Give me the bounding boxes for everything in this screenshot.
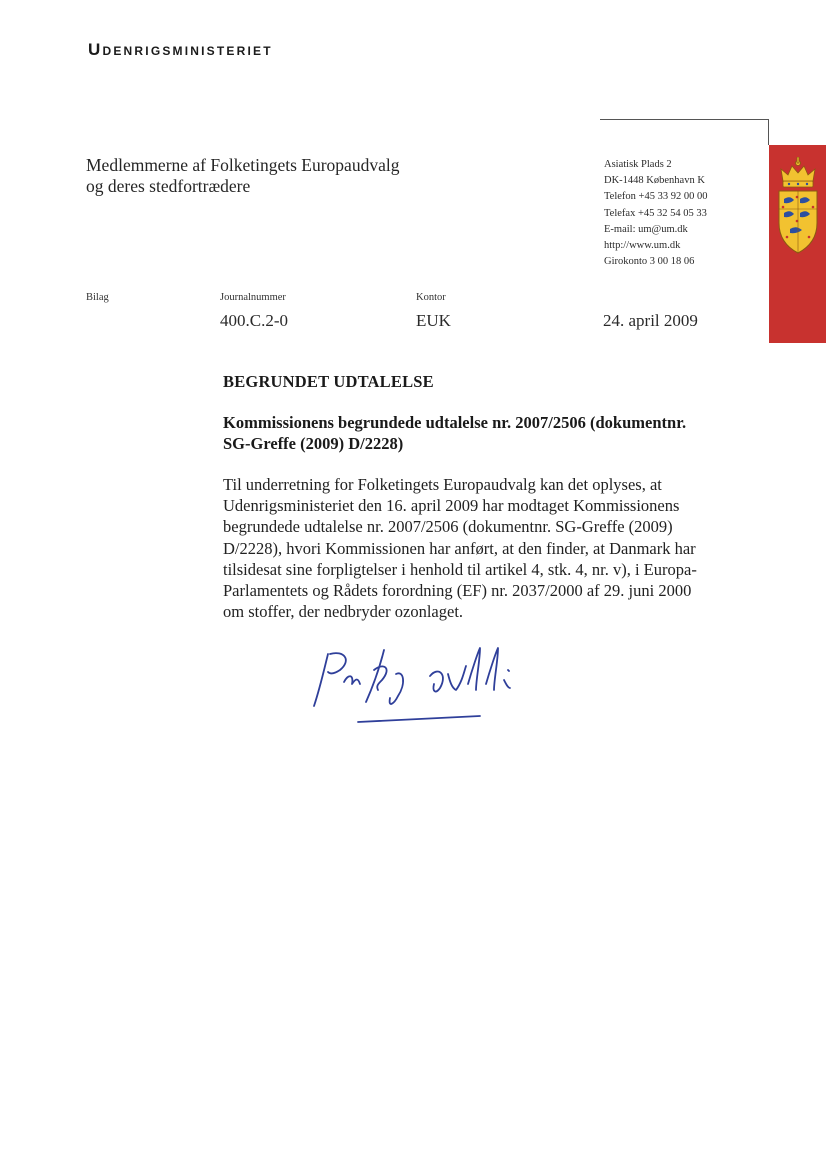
header-rule-corner	[768, 119, 769, 145]
letter-body	[223, 474, 753, 622]
address-city: DK-1448 København K	[604, 175, 705, 187]
journal-number: 400.C.2-0	[220, 311, 288, 330]
attachment-label: Bilag	[86, 292, 109, 303]
emblem-band	[769, 145, 826, 343]
address-email: E-mail: um@um.dk	[604, 223, 688, 235]
office-code: EUK	[416, 311, 451, 330]
body-line: tilsidesat sine forpligtelser i henhold til artikel 4, stk. 4, nr. v), i Europa-	[223, 559, 697, 579]
subject-line-2: SG-Greffe (2009) D/2228)	[223, 434, 404, 453]
body-line: Parlamentets og Rådets forordning (EF) nr. 2037/2000 af 29. juni 2000	[223, 581, 692, 601]
body-line: begrundede udtalelse nr. 2007/2506 (dokumentnr. SG-Greffe (2009)	[223, 517, 673, 537]
letter-subject	[223, 412, 753, 454]
subject-line-1: Kommissionens begrundede udtalelse nr. 2007/2506 (dokumentnr.	[223, 413, 687, 432]
address-street: Asiatisk Plads 2	[604, 159, 672, 170]
recipient-line-2: og deres stedfortrædere	[86, 176, 251, 196]
sender-address	[604, 157, 707, 270]
address-phone: Telefon +45 33 92 00 00	[604, 191, 708, 203]
address-web: http://www.um.dk	[604, 240, 681, 252]
emblem-icon	[769, 157, 826, 267]
signature	[300, 640, 540, 730]
address-fax: Telefax +45 32 54 05 33	[604, 207, 707, 219]
letter-date: 24. april 2009	[603, 311, 698, 330]
body-line: Udenrigsministeriet den 16. april 2009 har modtaget Kommissionens	[223, 496, 680, 516]
body-line: Til underretning for Folketingets Europaudvalg kan det oplyses, at	[223, 475, 662, 494]
recipient-block	[86, 155, 399, 197]
recipient-line-1: Medlemmerne af Folketingets Europaudvalg	[86, 155, 400, 175]
header-rule	[600, 119, 769, 120]
address-giro: Girokonto 3 00 18 06	[604, 256, 695, 268]
letter-heading: BEGRUNDET UDTALELSE	[223, 372, 434, 391]
ministry-name: Udenrigsministeriet	[88, 40, 273, 59]
office-label: Kontor	[416, 292, 446, 303]
body-line: D/2228), hvori Kommissionen har anført, at den finder, at Danmark har	[223, 538, 696, 558]
body-line: om stoffer, der nedbryder ozonlaget.	[223, 602, 464, 622]
journal-label: Journalnummer	[220, 292, 286, 303]
